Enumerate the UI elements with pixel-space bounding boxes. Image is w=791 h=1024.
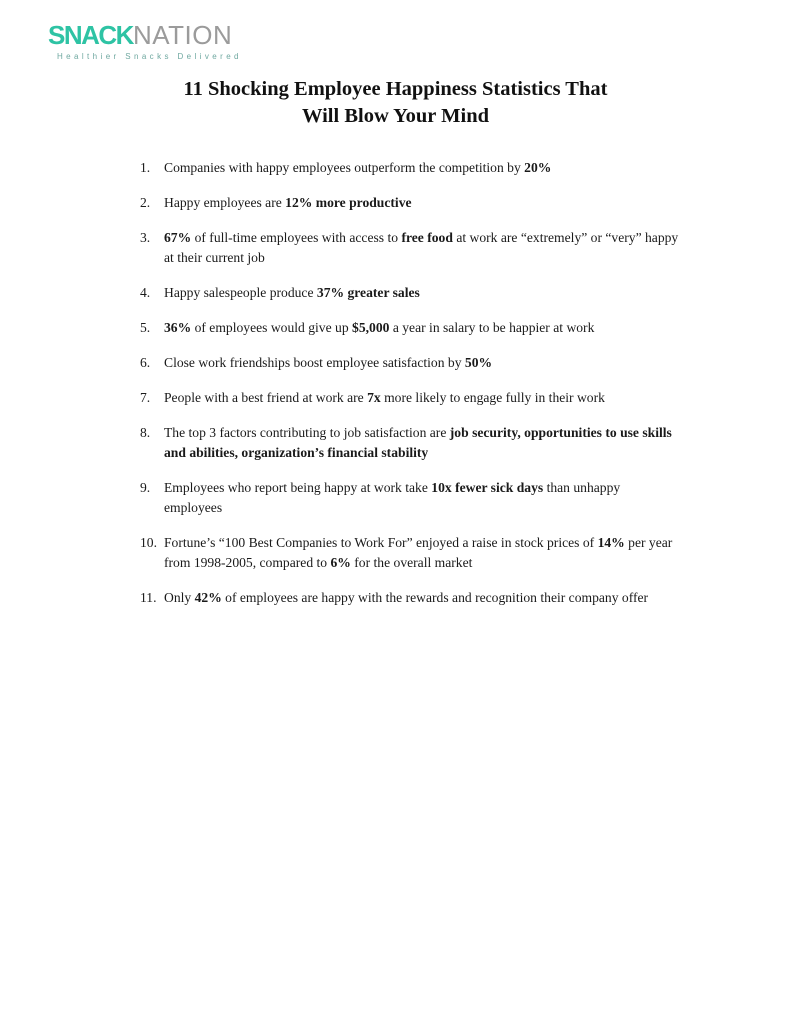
logo-tagline: Healthier Snacks Delivered [57,52,242,61]
list-item [140,478,680,518]
logo-wordmark [48,22,242,48]
list-item [140,228,680,268]
logo-brand-snack: SNACK [48,20,133,50]
statistics-list [140,158,680,623]
page-title-line2: Will Blow Your Mind [301,105,489,127]
list-item-number: 8. [140,425,151,440]
list-item-text: 36% of employees would give up $5,000 a year in salary to be happier at work [164,320,595,335]
list-item-number: 9. [140,480,151,495]
list-item-text: Happy salespeople produce 37% greater sales [164,285,420,300]
list-item-text: Close work friendships boost employee satisfaction by 50% [164,355,493,370]
list-item-number: 2. [140,195,151,210]
list-item [140,283,680,303]
list-item-text: Employees who report being happy at work take 10x fewer sick days than unhappy employees [164,480,621,515]
snacknation-logo [48,22,242,61]
list-item-number: 11. [140,590,157,605]
list-item [140,388,680,408]
list-item-text: Happy employees are 12% more productive [164,195,412,210]
list-item-number: 1. [140,160,151,175]
list-item-text: People with a best friend at work are 7x more likely to engage fully in their work [164,390,605,405]
list-item-text: Only 42% of employees are happy with the rewards and recognition their company offer [164,590,649,605]
page-title [0,76,791,130]
list-item-number: 5. [140,320,151,335]
list-item [140,533,680,573]
list-item-text: The top 3 factors contributing to job satisfaction are job security, opportunities to use skills and abilities, organization’s financial stability [164,425,672,460]
list-item [140,158,680,178]
list-item-number: 4. [140,285,151,300]
list-item-number: 3. [140,230,151,245]
list-item-text: Companies with happy employees outperform the competition by 20% [164,160,552,175]
list-item [140,193,680,213]
list-item [140,423,680,463]
list-item-number: 7. [140,390,151,405]
list-item-number: 10. [140,535,157,550]
list-item-text: 67% of full-time employees with access to free food at work are “extremely” or “very” happy at their current job [164,230,679,265]
list-item-text: Fortune’s “100 Best Companies to Work For” enjoyed a raise in stock prices of 14% per year from 1998-2005, compared to 6% for the overall market [164,535,673,570]
list-item [140,318,680,338]
list-item [140,353,680,373]
list-item [140,588,680,608]
page-title-line1: 11 Shocking Employee Happiness Statistics That [183,78,608,100]
logo-brand-nation: NATION [132,20,233,50]
list-item-number: 6. [140,355,151,370]
